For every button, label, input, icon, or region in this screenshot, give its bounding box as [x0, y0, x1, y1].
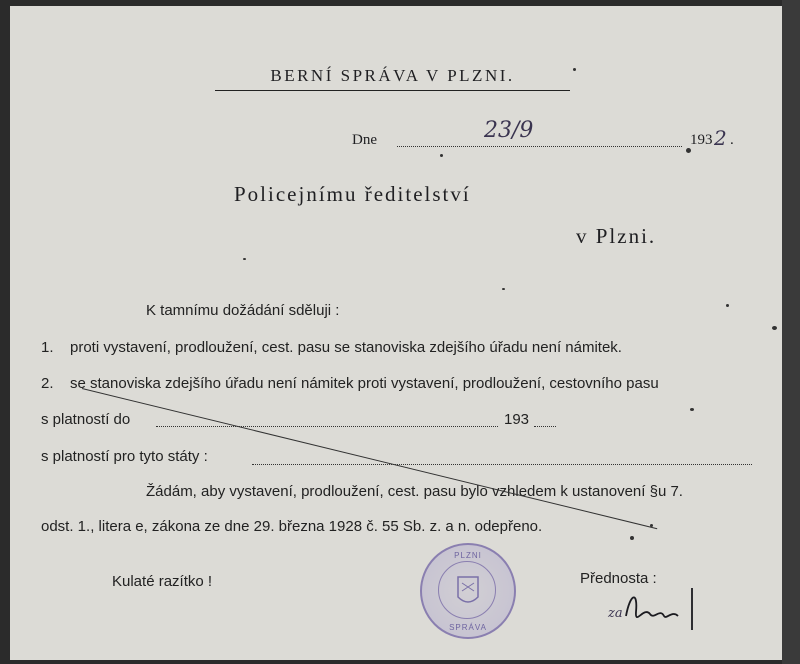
addressee-line2: v Plzni.: [576, 224, 657, 248]
paper-speck: [690, 408, 694, 411]
paper-speck: [772, 326, 777, 330]
item2-number: 2.: [41, 375, 54, 392]
handwritten-signature: [608, 586, 698, 636]
stamp-text-bottom: SPRÁVA: [449, 623, 487, 632]
date-dotted-line: [397, 146, 682, 147]
states-label: s platností pro tyto státy :: [41, 448, 208, 465]
year-prefix: 193: [690, 132, 713, 148]
stamp-label: Kulaté razítko !: [112, 573, 213, 590]
validity-year-dots: [534, 426, 556, 427]
paper-speck: [502, 288, 505, 290]
scan-border-right: [782, 0, 800, 664]
validity-year: 193: [504, 411, 530, 428]
request-line1: Žádám, aby vystavení, prodloužení, cest. pasu bylo vzhledem k ustanovení §u 7.: [146, 483, 683, 500]
paper-speck: [243, 258, 246, 260]
addressee-line1: Policejnímu ředitelství: [234, 182, 471, 206]
item1-number: 1.: [41, 339, 54, 356]
validity-dotted-line: [156, 426, 498, 427]
handwritten-date: 23/9: [484, 118, 534, 143]
paper-speck: [686, 148, 691, 153]
intro-text: K tamnímu dožádání sděluji :: [146, 302, 340, 319]
office-header: BERNÍ SPRÁVA V PLZNI.: [270, 66, 515, 85]
year-digit: 2: [714, 126, 727, 150]
validity-label: s platností do: [41, 411, 131, 428]
official-stamp: [420, 543, 516, 639]
paper-speck: [726, 304, 729, 307]
date-label: Dne: [352, 132, 377, 148]
states-dotted-line: [252, 464, 752, 465]
paper-speck: [573, 68, 576, 71]
paper-speck: [650, 524, 653, 527]
stamp-text-top: PLZNI: [454, 551, 482, 560]
item1-text: proti vystavení, prodloužení, cest. pasu se stanoviska zdejšího úřadu není námitek.: [70, 339, 622, 356]
paper-speck: [440, 154, 443, 157]
document-page: [10, 6, 794, 660]
date-row: [352, 118, 772, 152]
item2-text: se stanoviska zdejšího úřadu není námitek proti vystavení, prodloužení, cestovního pasu: [70, 375, 659, 392]
request-line2: odst. 1., litera e, zákona ze dne 29. března 1928 č. 55 Sb. z. a n. odepřeno.: [41, 518, 543, 535]
paper-speck: [630, 536, 634, 540]
head-label: Přednosta :: [580, 570, 657, 587]
year-suffix: .: [730, 132, 734, 148]
signature-prefix: za: [608, 606, 623, 621]
signature-scrawl-icon: [608, 586, 698, 636]
header-underline: [215, 90, 570, 91]
